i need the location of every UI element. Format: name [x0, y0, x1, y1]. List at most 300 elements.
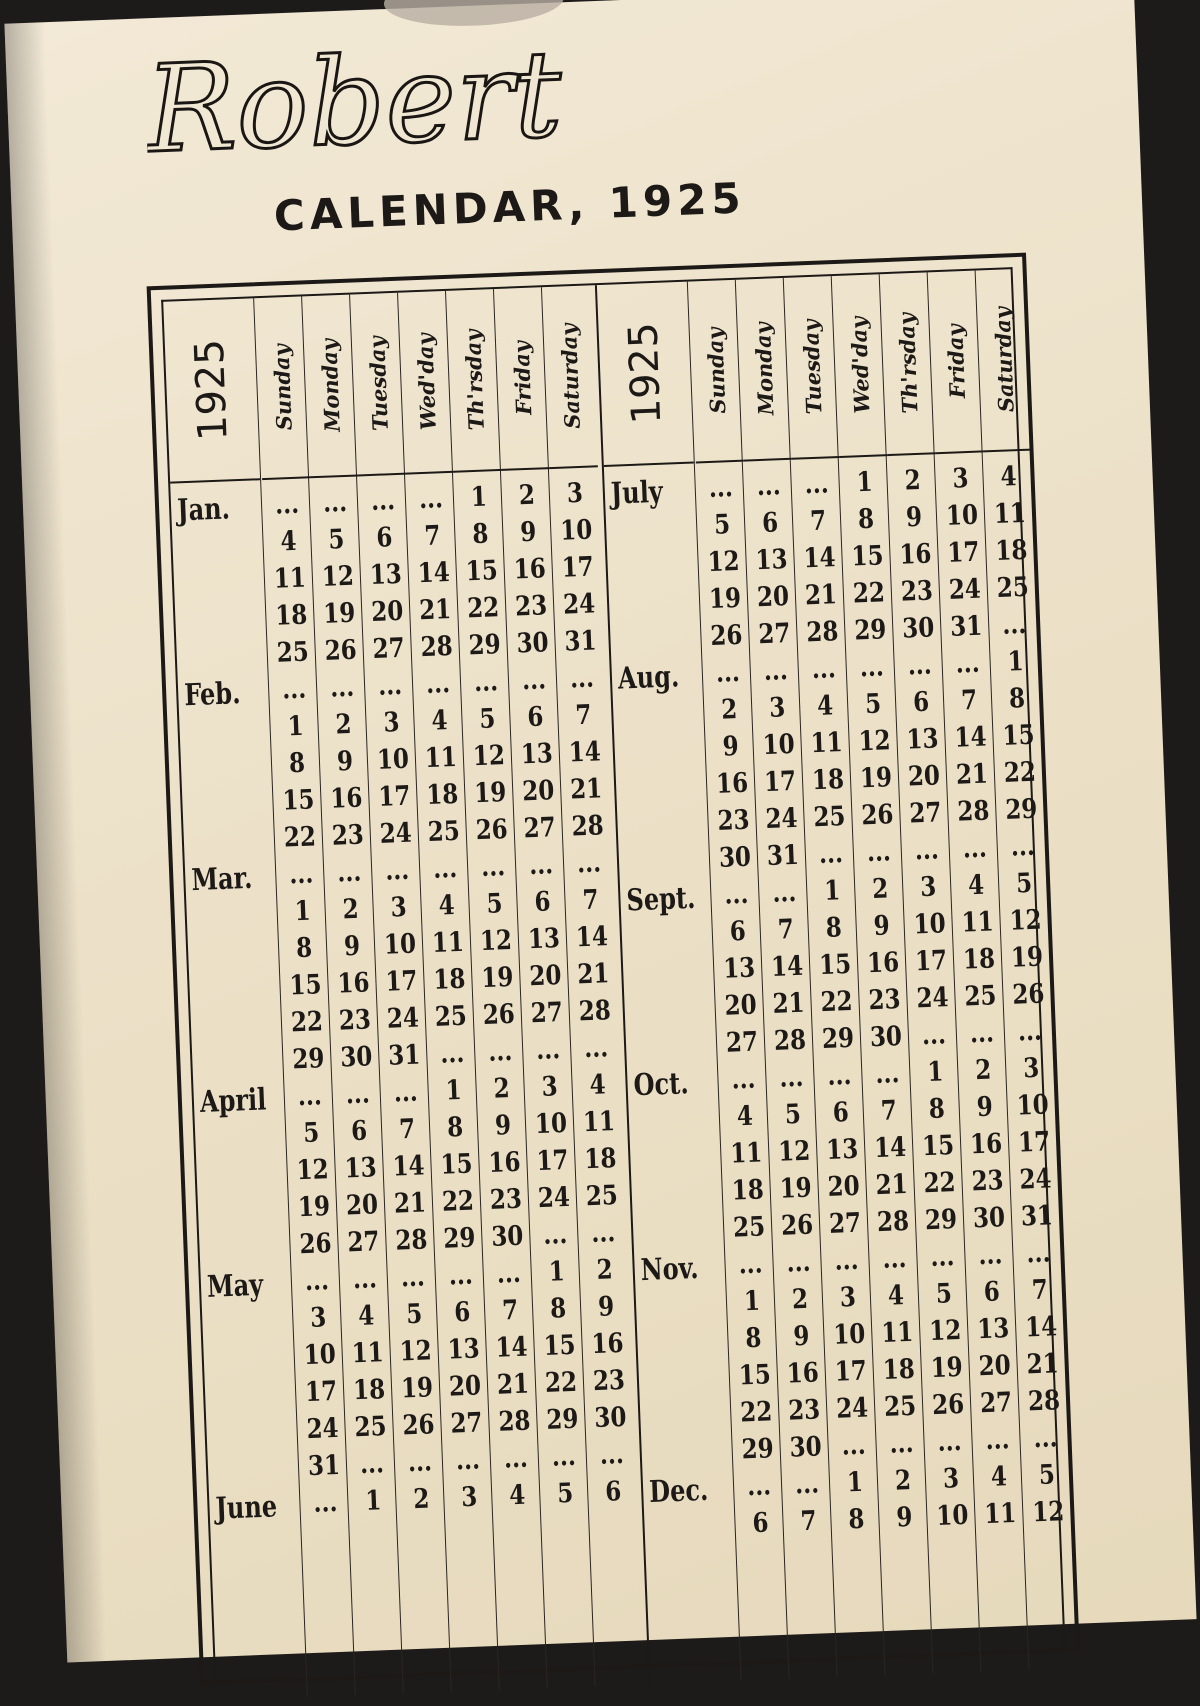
- day-cell: 17: [834, 1355, 868, 1388]
- day-cell: ...: [833, 1244, 860, 1277]
- day-cell: 1: [743, 1285, 761, 1318]
- day-cell: 6: [983, 1276, 1001, 1309]
- day-cell: 23: [592, 1364, 626, 1398]
- day-cell: 15: [288, 969, 323, 1002]
- day-cell: 3: [919, 871, 937, 904]
- day-cell: 26: [860, 799, 894, 832]
- day-cell: 21: [875, 1168, 909, 1202]
- day-cell: 7: [574, 699, 592, 732]
- day-cell: 16: [513, 553, 547, 586]
- day-cell: 31: [563, 625, 598, 658]
- day-cell: 8: [825, 912, 843, 944]
- day-cell: 30: [789, 1431, 823, 1464]
- day-cell: 11: [273, 562, 307, 595]
- day-cell: ...: [288, 858, 314, 891]
- day-name: Th'rsday: [460, 329, 489, 431]
- day-cell: 3: [839, 1281, 857, 1314]
- day-cell: 6: [729, 915, 747, 948]
- day-cell: 2: [871, 873, 889, 905]
- day-cell: 30: [339, 1041, 373, 1074]
- day-cell: 25: [276, 636, 310, 669]
- day-cell: 20: [521, 775, 555, 808]
- day-cell: 12: [1009, 904, 1043, 937]
- day-cell: 12: [472, 740, 506, 773]
- day-cell: 5: [935, 1278, 953, 1310]
- day-cell: 4: [508, 1479, 526, 1512]
- day-cell: 28: [578, 995, 612, 1028]
- day-cell: ...: [1017, 1015, 1043, 1048]
- day-cell: 26: [709, 619, 743, 653]
- day-cell: 3: [1022, 1052, 1040, 1085]
- day-cell: 20: [756, 581, 790, 614]
- day-cell: 17: [561, 551, 595, 584]
- day-cell: 8: [446, 1111, 464, 1144]
- day-cell: 9: [873, 910, 891, 942]
- day-cell: 26: [931, 1388, 965, 1422]
- day-cell: 15: [921, 1130, 955, 1163]
- day-cell: 5: [478, 703, 497, 735]
- day-cell: 17: [384, 965, 419, 998]
- day-cell: 1: [364, 1485, 382, 1517]
- day-cell: 2: [518, 479, 536, 512]
- day-cell: 13: [369, 558, 403, 592]
- day-cell: 10: [913, 908, 947, 941]
- day-cell: 11: [431, 926, 465, 959]
- day-cell: 10: [303, 1338, 337, 1372]
- day-cell: 6: [912, 686, 930, 719]
- day-cell: 10: [945, 499, 979, 532]
- day-cell: 4: [816, 690, 834, 722]
- day-name: Friday: [508, 340, 537, 416]
- day-cell: 27: [725, 1026, 759, 1059]
- day-cell: 13: [344, 1152, 378, 1185]
- day-cell: 19: [930, 1351, 964, 1385]
- day-cell: 29: [545, 1403, 579, 1436]
- day-cell: 27: [828, 1207, 862, 1240]
- day-cell: 5: [864, 688, 882, 721]
- day-cell: 29: [442, 1222, 476, 1255]
- day-cell: 7: [1031, 1274, 1049, 1307]
- day-cell: ...: [551, 1440, 577, 1473]
- day-cell: 12: [296, 1154, 330, 1187]
- calendar-table: [147, 253, 1080, 1686]
- day-cell: 9: [905, 501, 923, 534]
- day-cell: 13: [755, 544, 789, 577]
- day-cell: ...: [528, 849, 554, 882]
- day-cell: 26: [401, 1409, 436, 1442]
- day-cell: 21: [393, 1187, 427, 1220]
- day-cell: 17: [763, 765, 797, 799]
- day-header: [351, 293, 406, 477]
- day-cell: 10: [559, 514, 593, 547]
- day-cell: ...: [881, 1242, 908, 1275]
- day-cell: 30: [869, 1020, 903, 1054]
- day-cell: 8: [471, 518, 489, 551]
- day-cell: 29: [853, 614, 887, 647]
- day-cell: 7: [501, 1294, 519, 1327]
- day-cell: 23: [331, 819, 365, 852]
- day-cell: ...: [785, 1246, 812, 1279]
- day-cell: 6: [526, 701, 545, 734]
- day-cell: 19: [480, 961, 514, 995]
- day-cell: ...: [418, 483, 444, 516]
- day-cell: 3: [460, 1481, 478, 1514]
- day-cell: 13: [825, 1133, 859, 1166]
- day-cell: ...: [521, 664, 547, 697]
- day-cell: 10: [534, 1107, 568, 1141]
- day-cell: 2: [412, 1483, 430, 1516]
- day-cell: 29: [1004, 793, 1038, 826]
- day-cell: 16: [336, 967, 371, 1000]
- day-header: [785, 276, 840, 460]
- day-cell: ...: [778, 1061, 805, 1094]
- day-cell: 1: [470, 481, 488, 514]
- day-cell: 5: [405, 1298, 423, 1331]
- day-cell: 10: [383, 928, 417, 961]
- day-cell: 22: [441, 1185, 475, 1218]
- day-cell: 26: [298, 1228, 333, 1261]
- day-header: [881, 272, 936, 456]
- day-cell: 5: [485, 888, 504, 920]
- day-cell: 22: [923, 1167, 957, 1200]
- day-cell: ...: [336, 856, 362, 889]
- day-cell: 18: [583, 1143, 617, 1176]
- day-cell: ...: [359, 1448, 385, 1481]
- day-cell: ...: [771, 876, 797, 909]
- handwritten-signature: [143, 16, 689, 197]
- day-cell: 3: [768, 692, 786, 724]
- day-cell: ...: [407, 1446, 433, 1479]
- day-cell: 24: [379, 817, 413, 850]
- day-cell: 1: [294, 895, 312, 928]
- day-cell: 4: [430, 705, 449, 737]
- day-cell: 23: [900, 575, 934, 608]
- day-cell: ...: [455, 1444, 481, 1477]
- day-cell: 12: [479, 924, 513, 958]
- day-cell: ...: [984, 1424, 1011, 1457]
- day-cell: ...: [583, 1032, 609, 1065]
- day-cell: 16: [590, 1327, 625, 1361]
- day-cell: 5: [327, 524, 346, 556]
- day-cell: 30: [718, 841, 752, 874]
- day-cell: 20: [370, 595, 404, 629]
- day-cell: ...: [708, 472, 734, 504]
- day-cell: 13: [722, 952, 756, 985]
- day-cell: 8: [288, 747, 306, 780]
- day-cell: 17: [304, 1375, 338, 1409]
- day-cell: 8: [295, 932, 313, 965]
- day-cell: 30: [901, 612, 935, 645]
- day-cell: 23: [489, 1183, 523, 1216]
- day-cell: 9: [519, 516, 537, 549]
- day-cell: 27: [372, 632, 406, 666]
- day-cell: 2: [596, 1254, 614, 1286]
- day-cell: ...: [432, 852, 458, 885]
- day-cell: 11: [424, 741, 458, 775]
- day-cell: 20: [724, 989, 758, 1022]
- day-cell: 19: [708, 582, 742, 616]
- day-cell: ...: [874, 1058, 900, 1091]
- day-cell: 17: [535, 1144, 570, 1178]
- day-cell: 21: [496, 1368, 530, 1401]
- day-cell: 2: [493, 1073, 511, 1105]
- day-cell: 23: [867, 984, 902, 1017]
- day-cell: 9: [976, 1091, 994, 1124]
- day-cell: 4: [999, 461, 1018, 493]
- day-cell: 10: [376, 743, 410, 776]
- year-header: [597, 282, 694, 467]
- day-cell: 24: [562, 588, 596, 621]
- day-cell: ...: [425, 668, 451, 700]
- month-label: Oct.: [632, 1066, 690, 1104]
- day-cell: ...: [590, 1217, 616, 1250]
- day-cell: 21: [576, 958, 610, 991]
- day-cell: ...: [804, 468, 830, 501]
- day-cell: 21: [1026, 1348, 1060, 1381]
- day-cell: 9: [597, 1291, 615, 1323]
- day-cell: ...: [439, 1037, 465, 1070]
- day-cell: 2: [791, 1283, 809, 1316]
- day-cell: 25: [585, 1180, 619, 1213]
- day-cell: ...: [297, 1080, 323, 1113]
- day-header: [833, 274, 888, 458]
- day-cell: 4: [967, 869, 985, 902]
- day-name: Monday: [749, 321, 779, 416]
- day-cell: 25: [963, 980, 998, 1013]
- day-cell: 6: [832, 1097, 850, 1129]
- day-cell: 6: [604, 1476, 622, 1508]
- day-cell: 9: [336, 745, 354, 778]
- day-cell: 10: [935, 1499, 969, 1532]
- day-cell: 13: [906, 723, 940, 756]
- day-cell: ...: [955, 647, 981, 680]
- day-cell: 2: [334, 708, 353, 741]
- day-cell: ...: [496, 1257, 522, 1290]
- day-cell: 16: [866, 947, 900, 980]
- day-cell: 5: [713, 509, 731, 541]
- day-cell: 15: [738, 1359, 772, 1392]
- day-cell: 15: [281, 784, 315, 817]
- day-cell: 18: [994, 534, 1028, 568]
- day-cell: 2: [342, 893, 360, 926]
- day-cell: ...: [487, 1035, 513, 1068]
- day-name: Saturday: [555, 323, 585, 430]
- day-header: [447, 289, 502, 473]
- day-cell: 27: [979, 1387, 1013, 1420]
- day-cell: 26: [475, 813, 509, 847]
- day-cell: ...: [969, 1017, 995, 1050]
- day-cell: ...: [859, 651, 885, 684]
- page-title: CALENDAR, 1925: [273, 173, 747, 241]
- day-cell: 8: [928, 1093, 946, 1125]
- day-cell: ...: [304, 1265, 330, 1298]
- second-half-year: [595, 269, 1080, 1685]
- day-name: Friday: [942, 323, 970, 399]
- day-cell: 9: [722, 731, 740, 763]
- day-cell: 26: [1011, 978, 1045, 1011]
- day-cell: 11: [582, 1106, 616, 1139]
- day-cell: ...: [977, 1239, 1003, 1272]
- day-cell: 4: [279, 525, 298, 558]
- day-cell: 16: [898, 538, 933, 571]
- day-cell: 10: [1016, 1089, 1050, 1122]
- day-cell: 2: [974, 1054, 992, 1087]
- day-cell: 25: [434, 1000, 468, 1033]
- month-label: June: [214, 1489, 278, 1527]
- day-cell: 31: [949, 610, 983, 643]
- day-cell: 6: [375, 522, 394, 554]
- day-cell: ...: [400, 1261, 426, 1294]
- day-cell: 29: [821, 1022, 855, 1056]
- day-cell: 19: [297, 1191, 331, 1224]
- day-cell: 29: [291, 1043, 325, 1076]
- day-cell: ...: [1032, 1422, 1059, 1455]
- day-cell: ...: [738, 1248, 764, 1281]
- day-cell: ...: [889, 1427, 915, 1460]
- day-cell: 24: [835, 1392, 869, 1425]
- month-label: Mar.: [190, 860, 254, 899]
- day-cell: 27: [908, 797, 942, 830]
- day-cell: 24: [386, 1002, 420, 1035]
- day-cell: 9: [343, 930, 361, 963]
- day-cell: 25: [996, 571, 1030, 604]
- day-cell: ...: [473, 666, 499, 699]
- day-cell: ...: [841, 1429, 867, 1462]
- day-cell: 6: [453, 1296, 471, 1329]
- day-cell: ...: [826, 1059, 852, 1092]
- day-cell: ...: [312, 1487, 339, 1519]
- month-label: Aug.: [617, 659, 680, 697]
- day-cell: 1: [823, 875, 841, 907]
- day-cell: 24: [764, 802, 799, 836]
- month-label: July: [610, 474, 664, 512]
- day-cell: ...: [576, 847, 602, 880]
- day-cell: 19: [400, 1372, 434, 1405]
- day-cell: 4: [736, 1100, 754, 1133]
- day-cell: 22: [290, 1006, 324, 1039]
- day-cell: 28: [1027, 1385, 1061, 1418]
- day-cell: 9: [494, 1110, 512, 1142]
- day-cell: 30: [593, 1401, 627, 1435]
- day-cell: 7: [799, 1505, 818, 1538]
- day-cell: 7: [398, 1113, 416, 1146]
- day-cell: 15: [465, 555, 499, 588]
- day-cell: 27: [523, 812, 557, 845]
- day-cell: ...: [448, 1259, 474, 1292]
- day-cell: 15: [818, 948, 852, 982]
- day-cell: ...: [1010, 830, 1036, 863]
- day-cell: 6: [751, 1507, 770, 1540]
- day-cell: 16: [487, 1146, 522, 1179]
- day-cell: ...: [1001, 608, 1027, 641]
- day-cell: 18: [882, 1353, 916, 1386]
- day-cell: 18: [425, 778, 459, 812]
- day-cell: ...: [542, 1218, 568, 1251]
- day-cell: 19: [1010, 941, 1044, 974]
- day-cell: ...: [921, 1019, 947, 1052]
- day-cell: 16: [715, 767, 749, 800]
- day-cell: ...: [763, 655, 789, 688]
- day-cell: 7: [880, 1095, 898, 1127]
- day-cell: ...: [329, 671, 355, 704]
- day-cell: 19: [473, 777, 507, 810]
- day-cell: 1: [846, 1466, 864, 1499]
- day-cell: 12: [399, 1335, 433, 1368]
- day-cell: 6: [761, 507, 779, 539]
- day-cell: 19: [779, 1172, 813, 1205]
- day-cell: 26: [780, 1209, 814, 1242]
- day-cell: 24: [948, 573, 982, 606]
- day-cell: 24: [537, 1181, 571, 1215]
- day-cell: 3: [541, 1071, 559, 1103]
- day-cell: 20: [907, 760, 941, 793]
- day-name: Saturday: [989, 306, 1019, 413]
- day-header: [255, 296, 310, 480]
- svg-text:Robert: Robert: [143, 25, 565, 181]
- day-cell: 22: [739, 1396, 773, 1429]
- day-name: Sunday: [702, 327, 731, 415]
- day-cell: 28: [497, 1405, 532, 1438]
- day-cell: 20: [528, 960, 562, 993]
- day-cell: 7: [960, 684, 978, 717]
- day-cell: 22: [283, 821, 317, 854]
- day-cell: 14: [495, 1331, 529, 1364]
- day-cell: ...: [756, 470, 782, 503]
- day-cell: 12: [1031, 1496, 1065, 1529]
- day-name: Tuesday: [797, 319, 827, 415]
- day-cell: 12: [321, 560, 355, 593]
- day-cell: 1: [548, 1256, 566, 1288]
- day-cell: 8: [1008, 683, 1026, 715]
- day-cell: 11: [729, 1137, 763, 1170]
- day-cell: 8: [549, 1293, 567, 1325]
- day-cell: 18: [432, 963, 466, 996]
- day-cell: 22: [544, 1366, 578, 1399]
- day-cell: 19: [322, 597, 356, 630]
- day-cell: ...: [281, 673, 307, 706]
- day-cell: 11: [993, 497, 1027, 531]
- month-label: April: [199, 1082, 267, 1120]
- day-cell: ...: [535, 1034, 561, 1067]
- day-cell: 5: [556, 1477, 574, 1510]
- month-label: Dec.: [648, 1472, 709, 1511]
- day-cell: 15: [1001, 719, 1036, 752]
- day-cell: 21: [569, 773, 603, 806]
- day-cell: 13: [447, 1333, 481, 1366]
- day-cell: 22: [820, 985, 854, 1019]
- day-cell: ...: [569, 662, 595, 695]
- day-cell: 20: [827, 1170, 861, 1203]
- day-cell: 31: [766, 839, 800, 873]
- day-cell: 25: [883, 1390, 917, 1423]
- day-cell: 22: [852, 577, 886, 610]
- day-cell: 18: [962, 943, 996, 976]
- day-cell: 23: [787, 1394, 821, 1427]
- day-cell: 8: [847, 1503, 866, 1536]
- day-cell: 18: [811, 764, 845, 797]
- day-cell: 11: [810, 727, 844, 760]
- day-cell: 26: [324, 634, 358, 667]
- day-cell: 28: [571, 810, 605, 843]
- day-cell: 5: [784, 1098, 802, 1131]
- day-cell: 25: [812, 801, 847, 834]
- day-cell: 12: [777, 1135, 811, 1168]
- day-cell: 24: [306, 1412, 340, 1446]
- day-cell: ...: [377, 669, 403, 702]
- day-cell: 27: [757, 617, 791, 651]
- day-cell: 13: [520, 738, 554, 771]
- day-header: [399, 291, 454, 475]
